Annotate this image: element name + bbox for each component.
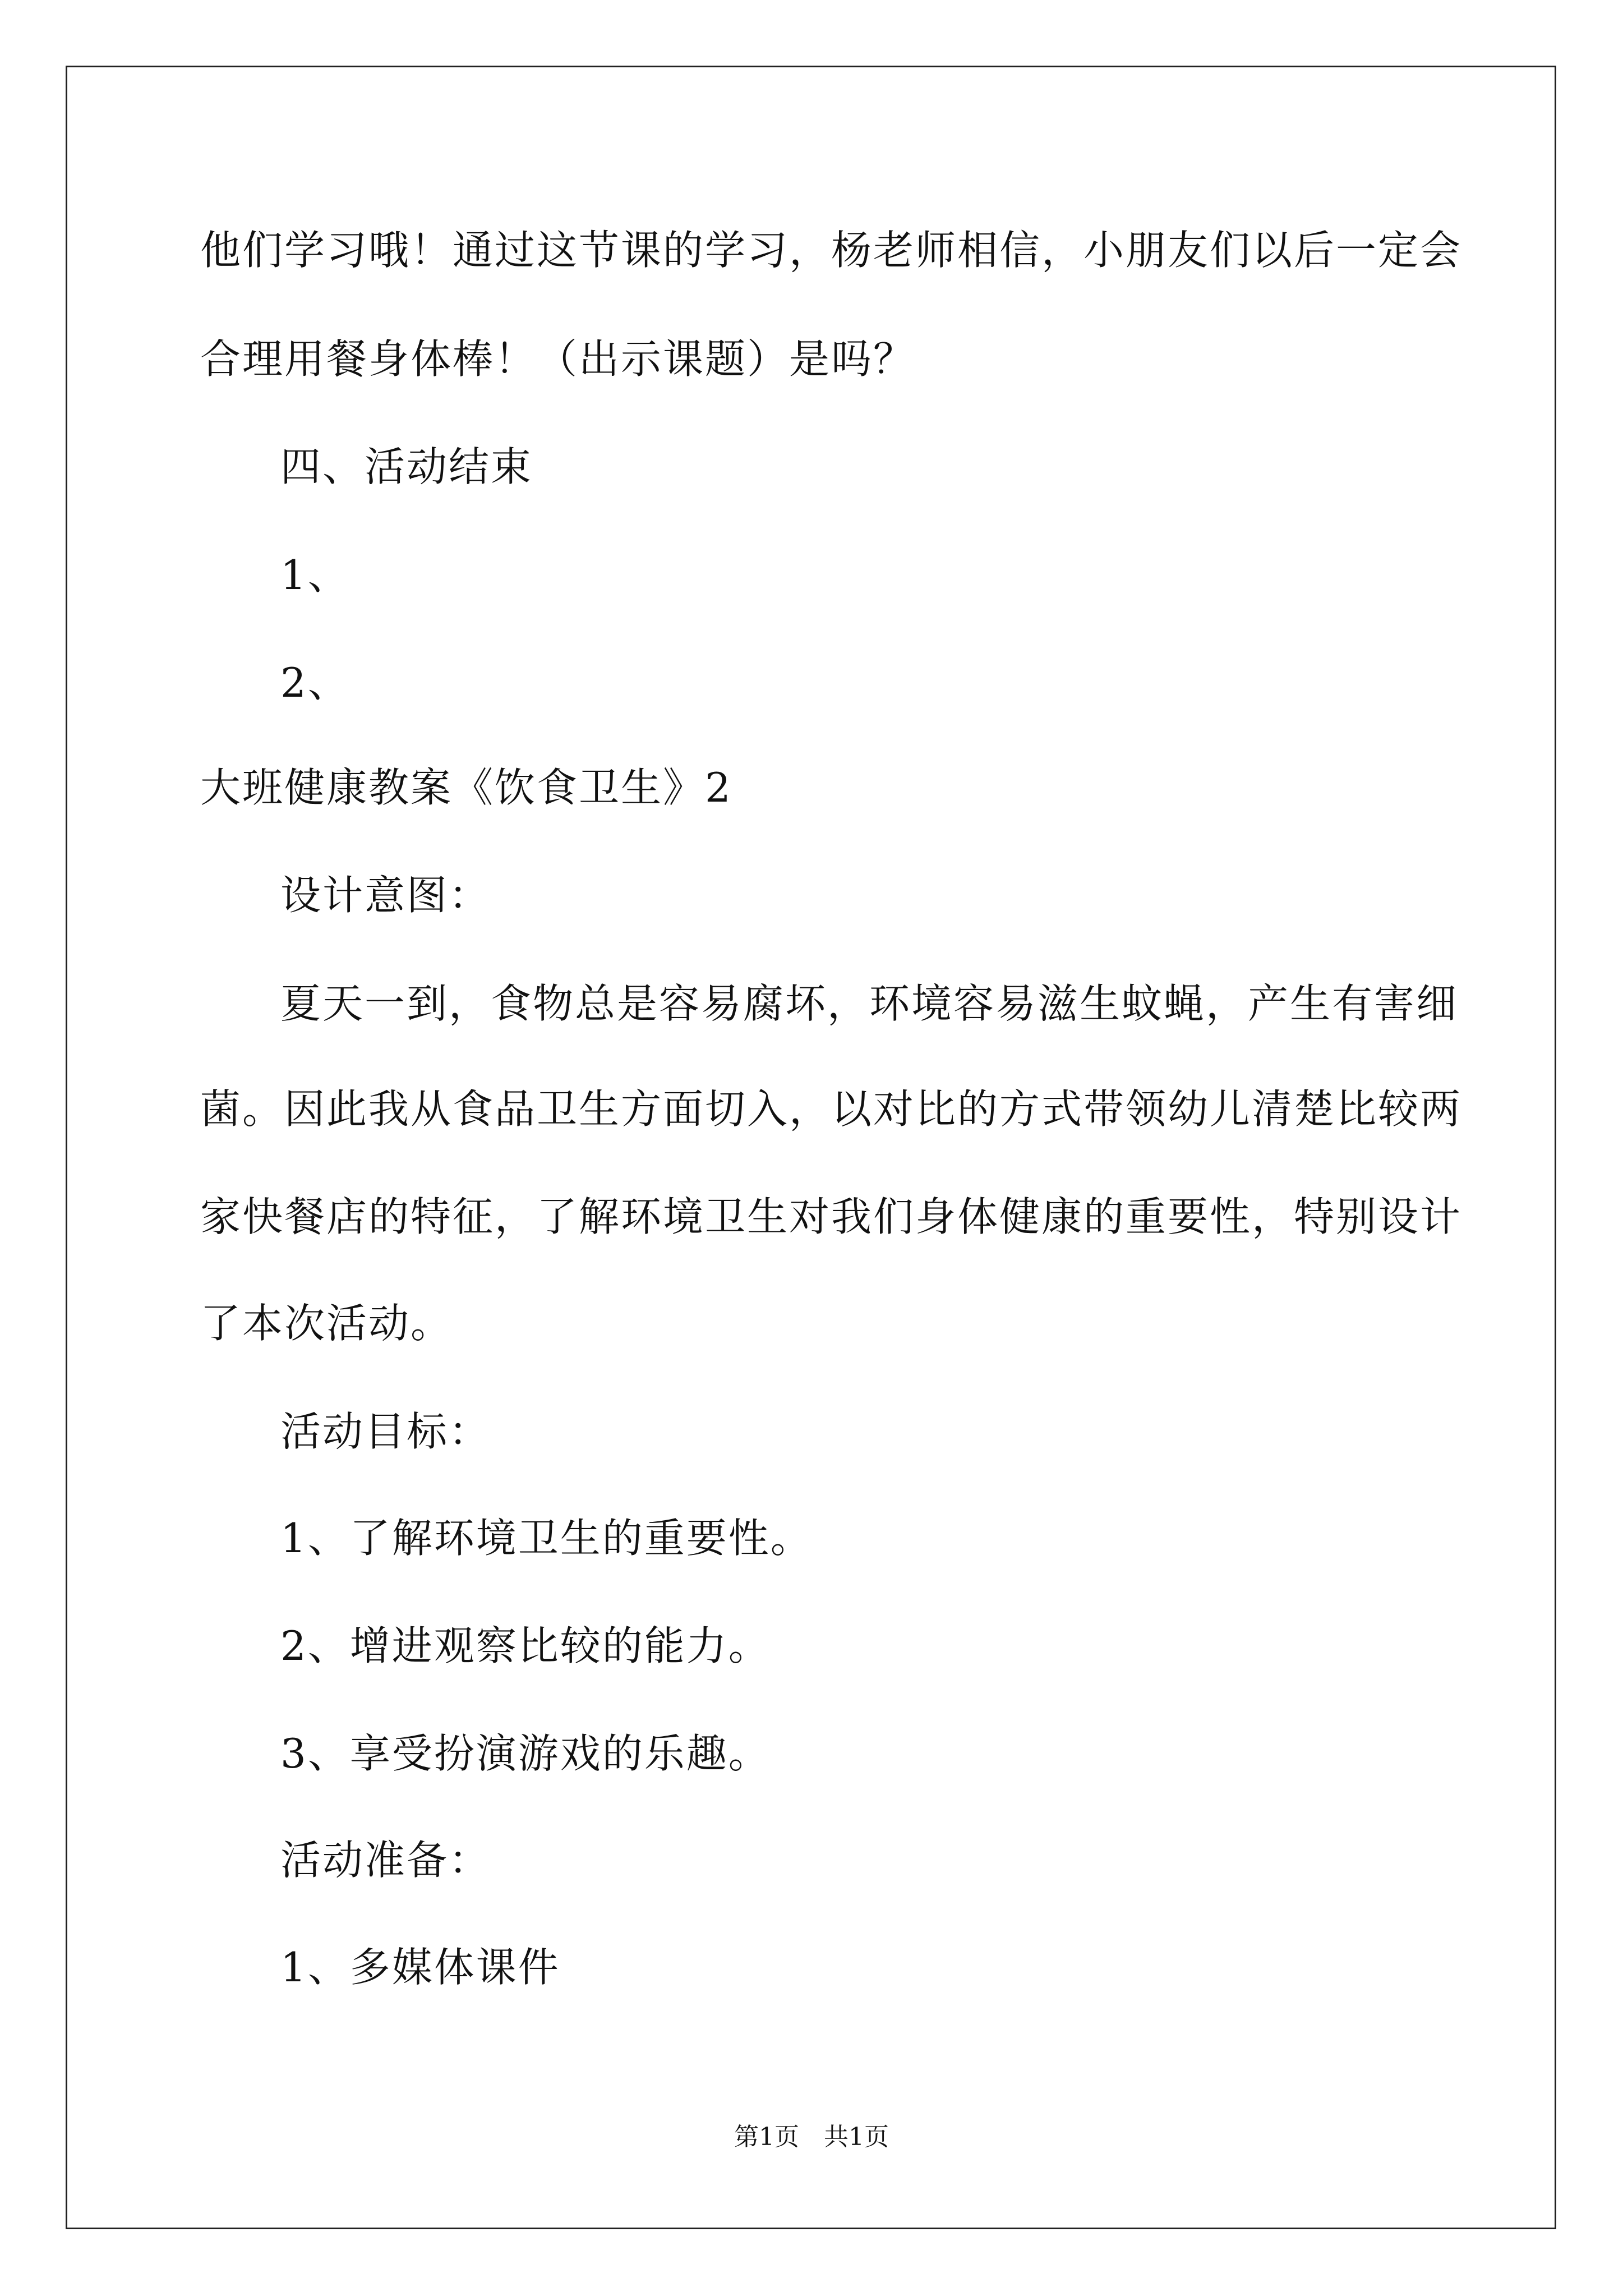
- page-footer: 第1页 共1页: [734, 2123, 889, 2151]
- body-text-line: 家快餐店的特征，了解环境卫生对我们身体健康的重要性，特别设计: [200, 1193, 1463, 1240]
- list-item: 3、享受扮演游戏的乐趣。: [280, 1730, 771, 1777]
- body-text-line: 菌。因此我从食品卫生方面切入，以对比的方式带领幼儿清楚比较两: [200, 1085, 1463, 1133]
- section-heading: 活动准备：: [280, 1837, 491, 1884]
- body-text-line: 合理用餐身体棒！（出示课题）是吗？: [200, 335, 916, 383]
- list-item: 1、: [280, 551, 350, 599]
- section-heading: 四、活动结束: [280, 443, 533, 490]
- list-item: 2、增进观察比较的能力。: [280, 1622, 771, 1669]
- list-item: 2、: [280, 659, 350, 706]
- list-item: 1、了解环境卫生的重要性。: [280, 1515, 813, 1562]
- document-title: 大班健康教案《饮食卫生》2: [200, 764, 732, 811]
- page-border: [66, 66, 1556, 2229]
- section-heading: 活动目标：: [280, 1408, 491, 1455]
- list-item: 1、多媒体课件: [280, 1944, 560, 1991]
- body-text-line: 了本次活动。: [200, 1300, 453, 1347]
- section-heading: 设计意图：: [280, 872, 491, 919]
- body-text-line: 夏天一到，食物总是容易腐坏，环境容易滋生蚊蝇，产生有害细: [280, 980, 1459, 1027]
- body-text-line: 他们学习哦！通过这节课的学习，杨老师相信，小朋友们以后一定会: [200, 227, 1463, 274]
